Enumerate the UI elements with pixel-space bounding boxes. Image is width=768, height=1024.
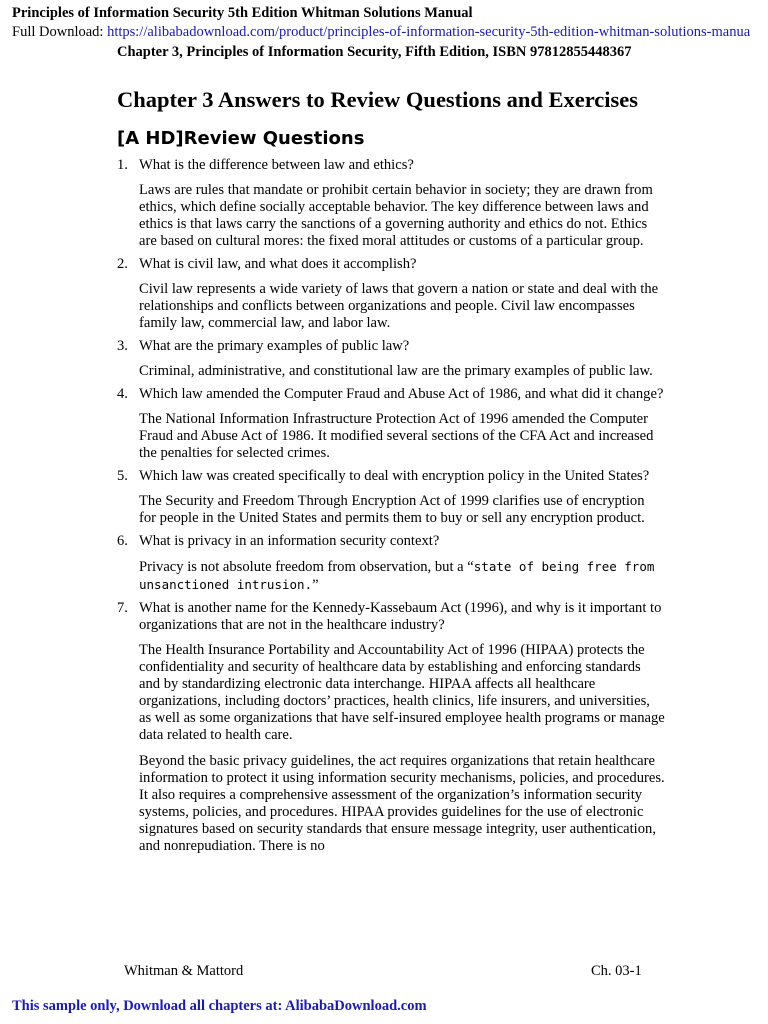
question-number: 6. bbox=[117, 533, 128, 549]
question-text: What is civil law, and what does it accomplish? bbox=[139, 256, 417, 272]
privacy-definition-quote: state of being free from unsanctioned intrusion. bbox=[139, 559, 655, 592]
question-item bbox=[117, 533, 665, 594]
answer-text: Civil law represents a wide variety of laws that govern a nation or state and deal with the relationships and conflicts between organizations and people. Civil law encompasses family law, commercial law, and labor law. bbox=[139, 281, 659, 331]
closing-quote: ” bbox=[312, 577, 319, 593]
running-head: Chapter 3, Principles of Information Security, Fifth Edition, ISBN 97812855448367 bbox=[117, 44, 632, 60]
answer-text bbox=[139, 558, 665, 594]
question-item bbox=[117, 256, 665, 332]
full-download-link[interactable]: https://alibabadownload.com/product/principles-of-information-security-5th-edition-whitman-solutions-manua bbox=[107, 24, 751, 40]
download-banner[interactable]: This sample only, Download all chapters at: AlibabaDownload.com bbox=[12, 998, 427, 1014]
question-text: Which law amended the Computer Fraud and Abuse Act of 1986, and what did it change? bbox=[139, 386, 664, 402]
answer-text: The Security and Freedom Through Encryption Act of 1999 clarifies use of encryption for people in the United States and permits them to buy or sell any encryption product. bbox=[139, 493, 645, 526]
question-text: What is the difference between law and ethics? bbox=[139, 157, 414, 173]
answer-text: The National Information Infrastructure Protection Act of 1996 amended the Computer Fraud and Abuse Act of 1986. It modified several sections of the CFA Act and increased the penalties for selected crimes. bbox=[139, 411, 654, 461]
footer-authors: Whitman & Mattord bbox=[124, 963, 244, 979]
review-questions bbox=[117, 157, 665, 861]
question-item bbox=[117, 386, 665, 462]
question-number: 5. bbox=[117, 468, 128, 484]
document-title: Principles of Information Security 5th Edition Whitman Solutions Manual bbox=[12, 5, 473, 21]
question-item bbox=[117, 600, 665, 855]
answer-text: The Health Insurance Portability and Accountability Act of 1996 (HIPAA) protects the confidentiality and security of healthcare data by establishing and enforcing standards and by standardizing electronic data interchange. HIPAA affects all healthcare organizations, including doctors’ practices, health clinics, life insurers, and universities, as well as some organizations that have self-insured employee health programs or manage data related to health care. bbox=[139, 642, 665, 743]
question-text: What is privacy in an information security context? bbox=[139, 533, 440, 549]
answer-text: Criminal, administrative, and constitutional law are the primary examples of public law. bbox=[139, 363, 653, 379]
answer-text: Laws are rules that mandate or prohibit certain behavior in society; they are drawn from ethics, which define socially acceptable behavior. The key difference between laws and ethics is that laws carry the sanctions of a governing authority and ethics do not. Ethics are based on cultural mores: the fixed moral attitudes or customs of a particular group. bbox=[139, 182, 653, 249]
question-text: Which law was created specifically to deal with encryption policy in the United States? bbox=[139, 468, 650, 484]
question-item bbox=[117, 468, 665, 527]
question-item bbox=[117, 157, 665, 250]
question-number: 3. bbox=[117, 338, 128, 354]
answer-text-continued: Beyond the basic privacy guidelines, the act requires organizations that retain healthcare information to protect it using information security mechanisms, policies, and procedures. It also requires a comprehensive assessment of the organization’s information security systems, policies, and procedures. HIPAA provides guidelines for the use of electronic signatures based on security standards that ensure message integrity, user authentication, and nonrepudiation. There is no bbox=[139, 753, 665, 854]
question-text: What is another name for the Kennedy-Kassebaum Act (1996), and why is it important to organizations that are not in the healthcare industry? bbox=[139, 600, 662, 633]
footer-page-number: Ch. 03-1 bbox=[591, 963, 642, 979]
full-download-line bbox=[12, 23, 768, 41]
answer-lead: Privacy is not absolute freedom from observation, but a “ bbox=[139, 559, 474, 575]
section-heading: [A HD]Review Questions bbox=[117, 128, 365, 149]
chapter-title: Chapter 3 Answers to Review Questions and Exercises bbox=[117, 87, 639, 112]
full-download-label: Full Download: bbox=[12, 24, 108, 40]
question-item bbox=[117, 338, 665, 380]
question-number: 4. bbox=[117, 386, 128, 402]
question-number: 7. bbox=[117, 600, 128, 616]
question-text: What are the primary examples of public law? bbox=[139, 338, 410, 354]
question-number: 2. bbox=[117, 256, 128, 272]
question-number: 1. bbox=[117, 157, 128, 173]
